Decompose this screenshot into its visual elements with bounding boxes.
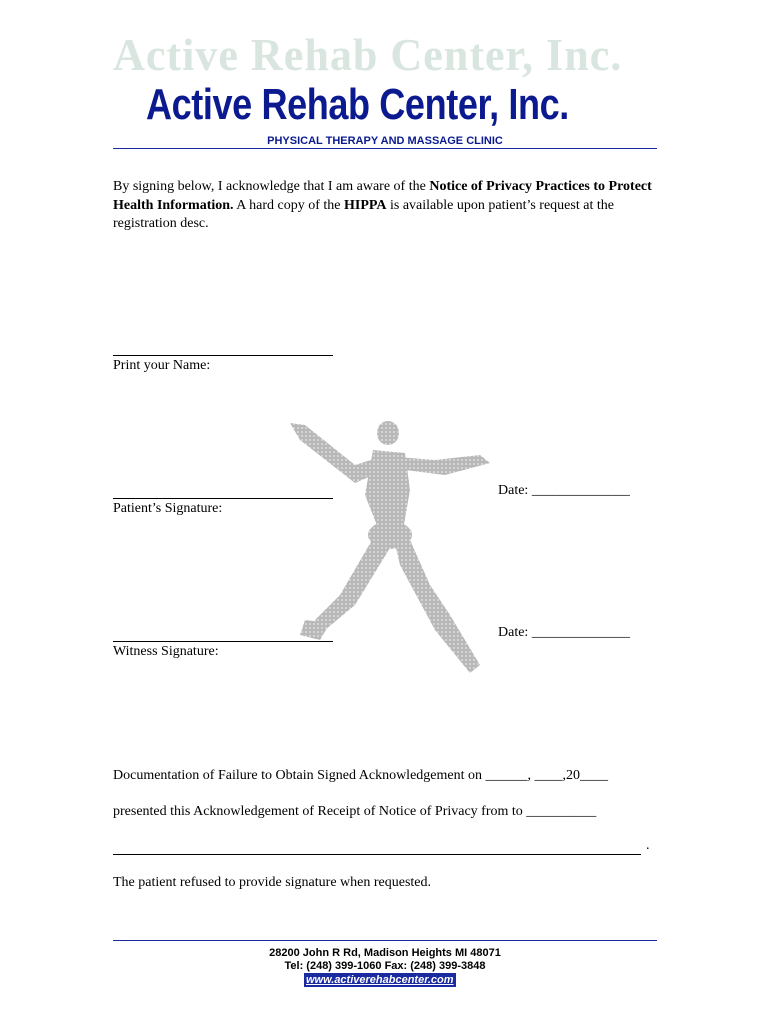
patient-signature-label: Patient’s Signature: (113, 501, 223, 516)
blank-line[interactable] (113, 854, 641, 855)
header-divider (113, 148, 657, 149)
clinic-tagline: PHYSICAL THERAPY AND MASSAGE CLINIC (267, 135, 503, 147)
print-name-label: Print your Name: (113, 358, 211, 373)
intro-text-1: By signing below, I acknowledge that I am aware of the (113, 179, 430, 194)
website-link[interactable]: www.activerehabcenter.com (306, 974, 454, 986)
intro-bold-1: Notice of Privacy Practices to Protect Health Information. (113, 179, 652, 213)
print-name-line[interactable] (113, 355, 333, 356)
blank-line-period: . (646, 838, 650, 853)
documentation-line: Documentation of Failure to Obtain Signed Acknowledgement on ______, ____,20____ (113, 768, 608, 783)
patient-signature-line[interactable] (113, 498, 333, 499)
footer-phone: Tel: (248) 399-1060 Fax: (248) 399-3848 (284, 960, 486, 972)
patient-date-field[interactable]: Date: ______________ (498, 483, 630, 498)
footer-divider (113, 940, 657, 941)
intro-text-3: is available upon patient’s request at the registration desc. (113, 197, 614, 231)
witness-signature-label: Witness Signature: (113, 644, 219, 659)
refused-statement: The patient refused to provide signature when requested. (113, 875, 432, 890)
acknowledgement-paragraph (113, 178, 658, 234)
logo-text: Active Rehab Center, Inc. (146, 80, 569, 129)
stick-figure-jumping-icon (285, 415, 495, 675)
witness-signature-line[interactable] (113, 641, 333, 642)
footer-address: 28200 John R Rd, Madison Heights MI 48071 (269, 947, 501, 959)
presented-line: presented this Acknowledgement of Receipt of Notice of Privacy from to __________ (113, 804, 597, 819)
logo-shadow-text: Active Rehab Center, Inc. (113, 29, 623, 80)
intro-text-2: A hard copy of the (233, 197, 344, 213)
intro-bold-2: HIPPA (343, 197, 387, 213)
witness-date-field[interactable]: Date: ______________ (498, 625, 630, 640)
